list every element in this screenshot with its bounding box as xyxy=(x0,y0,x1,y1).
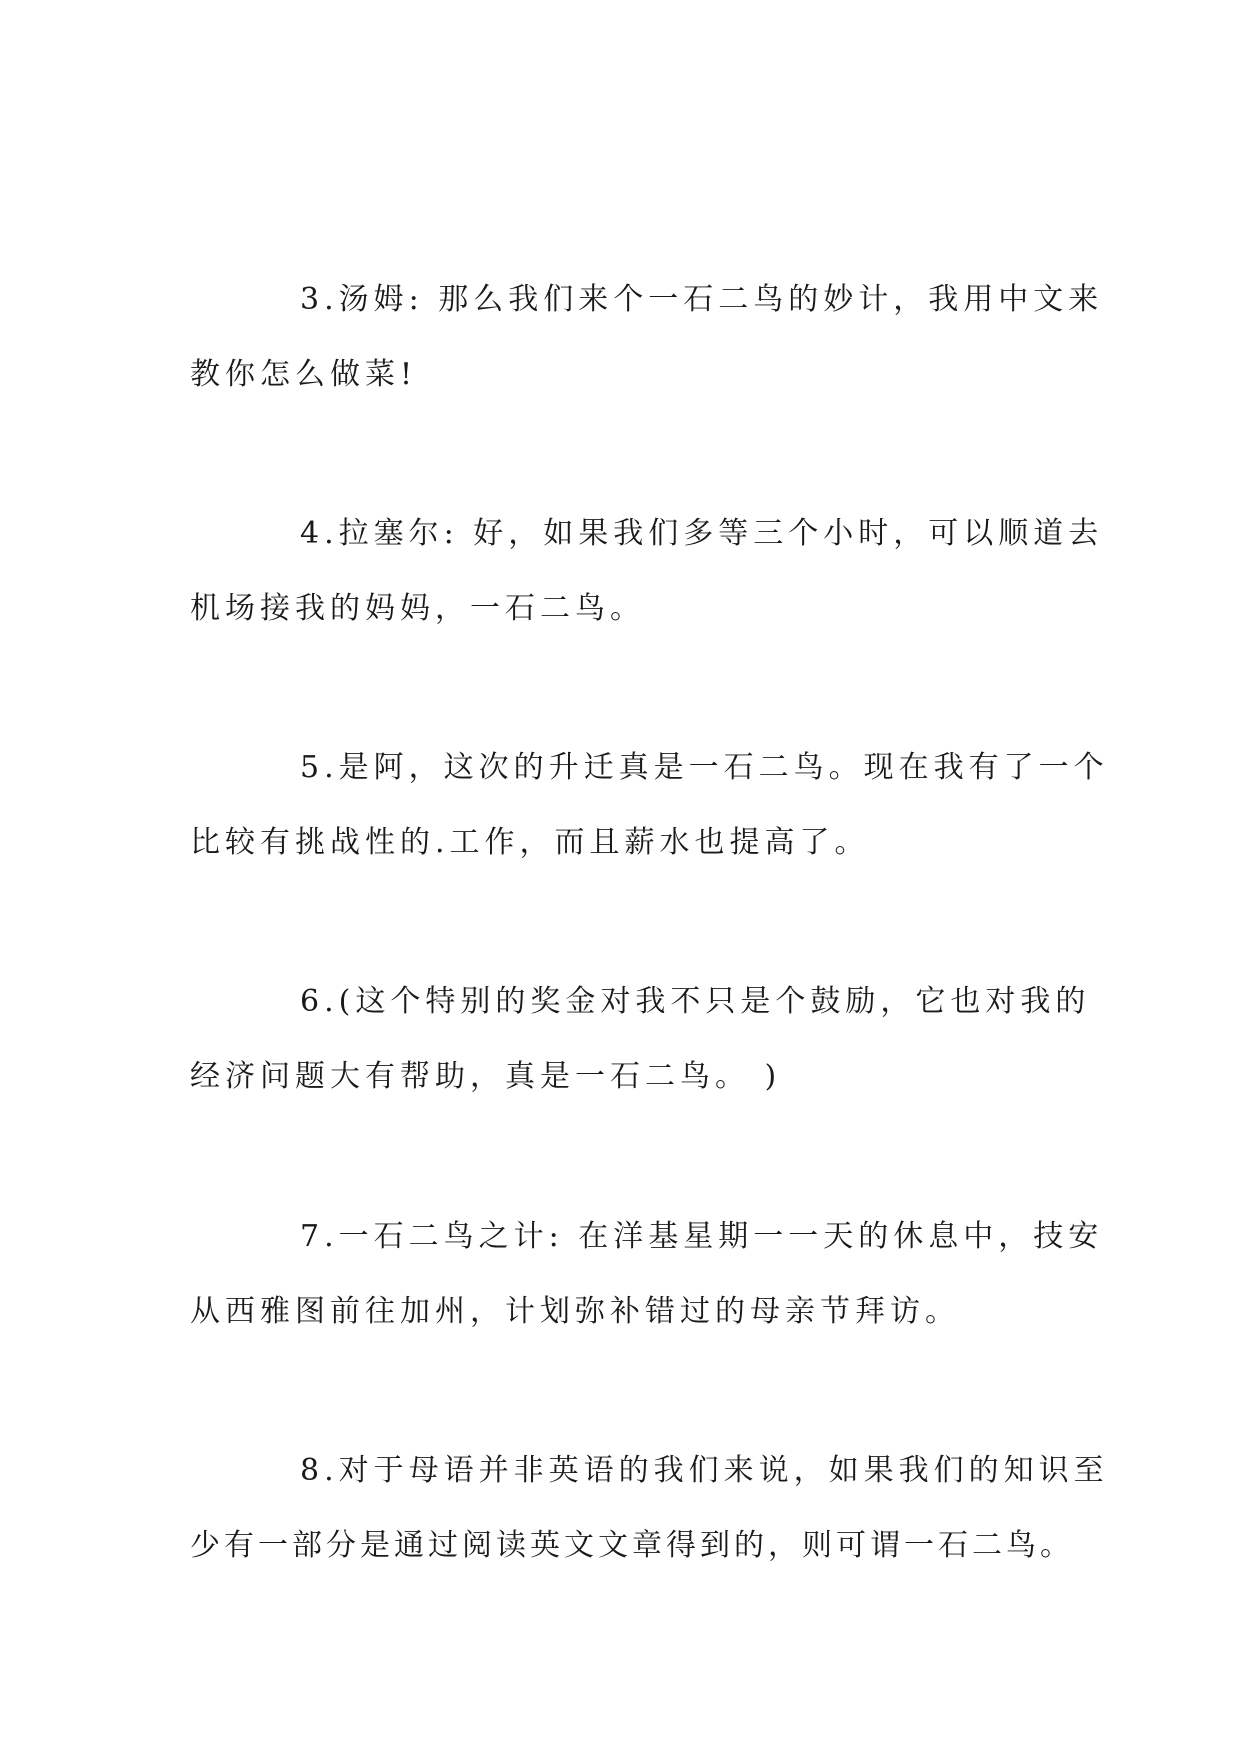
paragraph-line: 比较有挑战性的.工作，而且薪水也提高了。 xyxy=(190,825,870,860)
paragraph-line: 4.拉塞尔: 好，如果我们多等三个小时，可以顺道去 xyxy=(300,516,1104,551)
paragraph-line: 少有一部分是通过阅读英文文章得到的，则可谓一石二鸟。 xyxy=(190,1528,1074,1563)
paragraph-line: 7.一石二鸟之计: 在洋基星期一一天的休息中，技安 xyxy=(300,1219,1104,1254)
paragraph-line: 5.是阿，这次的升迁真是一石二鸟。现在我有了一个 xyxy=(300,750,1109,785)
paragraph-5 xyxy=(190,748,1109,863)
paragraph-line: 8.对于母语并非英语的我们来说，如果我们的知识至 xyxy=(300,1453,1109,1488)
paragraph-8 xyxy=(190,1451,1109,1566)
paragraph-line: 6.(这个特别的奖金对我不只是个鼓励，它也对我的 xyxy=(300,984,1091,1019)
paragraph-line: 教你怎么做菜! xyxy=(190,357,418,392)
paragraph-line: 从西雅图前往加州，计划弥补错过的母亲节拜访。 xyxy=(190,1294,960,1329)
paragraph-4 xyxy=(190,514,1104,629)
paragraph-3 xyxy=(190,280,1104,395)
paragraph-line: 机场接我的妈妈，一石二鸟。 xyxy=(190,591,645,626)
paragraph-6 xyxy=(190,982,1091,1097)
paragraph-7 xyxy=(190,1217,1104,1332)
paragraph-line: 3.汤姆: 那么我们来个一石二鸟的妙计，我用中文来 xyxy=(300,282,1104,317)
paragraph-line: 经济问题大有帮助，真是一石二鸟。 ) xyxy=(190,1059,782,1094)
